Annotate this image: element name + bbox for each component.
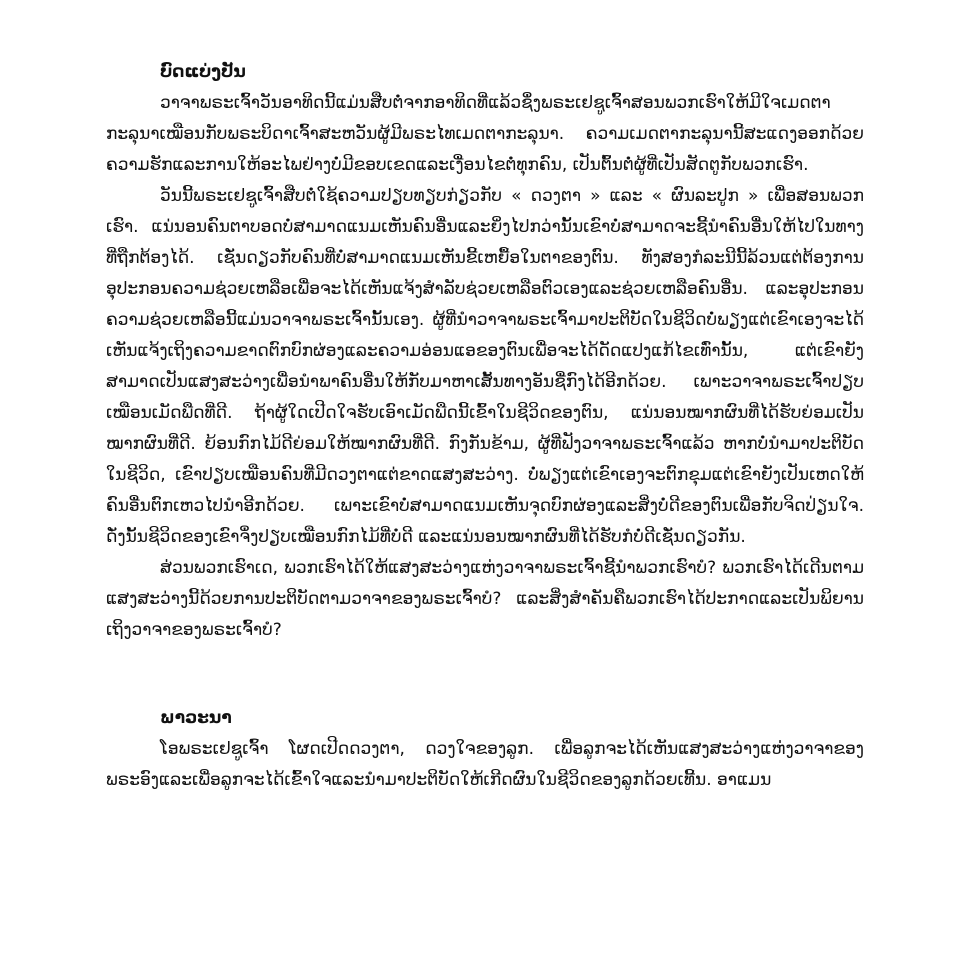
section-spacer (106, 646, 864, 704)
document-body (106, 58, 864, 796)
paragraph-reflection-3: ສ່ວນພວກເຮົາເດ, ພວກເຮົາໄດ້ໃຫ້ແສງສະວ່າງແຫ່ງວາຈາພຣະເຈົ້າຊີ້ນໍາພວກເຮົາບໍ? ພວກເຮົາໄດ້ເດີນຕາມແສງສະວ່າງນີ້ດ້ວຍການປະຕິບັດຕາມວາຈາຂອງພຣະເຈົ້າບໍ? ແລະສິ່ງສໍາຄັນຄືພວກເຮົາໄດ້ປະກາດແລະເປັນພິຍານເຖິງວາຈາຂອງພຣະເຈົ້າບໍ? (106, 558, 864, 640)
paragraph-prayer: ໂອພຣະເຢຊູເຈົ້າ ໂຜດເປີດດວງຕາ, ດວງໃຈຂອງລູກ. ເພື່ອລູກຈະໄດ້ເຫັນແສງສະວ່າງແຫ່ງວາຈາຂອງພຣະອົງແລະເພື່ອລູກຈະໄດ້ເຂົ້າໃຈແລະນໍາມາປະຕິບັດໃຫ້ເກີດຜົນໃນຊີວິດຂອງລູກດ້ວຍເທີ້ນ. ອາແມນ (106, 739, 864, 790)
paragraph-reflection-2: ວັນນີ້ພຣະເຢຊູເຈົ້າສືບຕໍ່ໃຊ້ຄວາມປຽບທຽບກ່ຽວກັບ « ດວງຕາ » ແລະ « ຜົນລະປູກ » ເພື່ອສອນພວກເຮົາ. ແນ່ນອນຄົນຕາບອດບໍ່ສາມາດແນມເຫັນຄົນອື່ນແລະຍິ່ງໄປກວ່ານັ້ນເຂົາບໍ່ສາມາດຈະຊີ້ນໍາຄົນອື່ນໃຫ້ໄປໃນທາງທີ່ຖືກຕ້ອງໄດ້. ເຊັ່ນດຽວກັບຄົນທີ່ບໍ່ສາມາດແນມເຫັນຂີ້ເຫຍື້ອໃນຕາຂອງຕົນ. ທັງສອງກໍລະນີນີ້ລ້ວນແຕ່ຕ້ອງການອຸປະກອນຄວາມຊ່ວຍເຫລືອເພື່ອຈະໄດ້ເຫັນແຈ້ງສໍາລັບຊ່ວຍເຫລືອຕົວເອງແລະຊ່ວຍເຫລືອຄົນອື່ນ. ແລະອຸປະກອນຄວາມຊ່ວຍເຫລືອນີ້ແມ່ນວາຈາພຣະເຈົ້ານັ້ນເອງ. ຜູ້ທີ່ນໍາວາຈາພຣະເຈົ້າມາປະຕິບັດໃນຊີວິດບໍ່ພຽງແຕ່ເຂົາເອງຈະໄດ້ເຫັນແຈ້ງເຖິງຄວາມຂາດຕົກບົກຜ່ອງແລະຄວາມອ່ອນແອຂອງຕົນເພື່ອຈະໄດ້ດັດແປງແກ້ໄຂເທົ່ານັ້ນ, ແຕ່ເຂົາຍັງສາມາດເປັນແສງສະວ່າງເພື່ອນໍາພາຄົນອື່ນໃຫ້ກັບມາຫາເສັ້ນທາງອັນຊື່ກົງໄດ້ອີກດ້ວຍ. ເພາະວາຈາພຣະເຈົ້າປຽບເໝືອນເມັດພືດທີ່ດີ. ຖ້າຜູ້ໃດເປີດໃຈຮັບເອົາເມັດພືດນີ້ເຂົ້າໃນຊີວິດຂອງຕົນ, ແນ່ນອນໝາກຜົນທີ່ໄດ້ຮັບຍ່ອມເປັນໝາກຜົນທີ່ດີ. ຍ້ອນກົກໄມ້ດີຍ່ອມໃຫ້ໝາກຜົນທີ່ດີ. ກົງກັນຂ້າມ, ຜູ້ທີ່ຟັງວາຈາພຣະເຈົ້າແລ້ວ ຫາກບໍ່ນໍາມາປະຕິບັດໃນຊີວິດ, ເຂົາປຽບເໝືອນຄົນທີ່ມີດວງຕາແຕ່ຂາດແສງສະວ່າງ. ບໍ່ພຽງແຕ່ເຂົາເອງຈະຕົກຂຸມແຕ່ເຂົາຍັງເປັນເຫດໃຫ້ຄົນອື່ນຕົກເຫວໄປນໍາອີກດ້ວຍ. ເພາະເຂົາບໍ່ສາມາດແນມເຫັນຈຸດບົກຜ່ອງແລະສິ່ງບໍ່ດີຂອງຕົນເພື່ອກັບຈິດປ່ຽນໃຈ. ດັ່ງນັ້ນຊີວິດຂອງເຂົາຈຶ່ງປຽບເໝືອນກົກໄມ້ທີ່ບໍ່ດີ ແລະແນ່ນອນໝາກຜົນທີ່ໄດ້ຮັບກໍບໍ່ດີເຊັ່ນດຽວກັນ. (106, 186, 864, 547)
section-heading-reflection: ບົດແບ່ງປັນ (160, 62, 246, 82)
paragraph-reflection-1: ວາຈາພຣະເຈົ້າວັນອາທິດນີ້ແມ່ນສືບຕໍ່ຈາກອາທິດທີ່ແລ້ວຊຶ່ງພຣະເຢຊູເຈົ້າສອນພວກເຮົາໃຫ້ມີໃຈເມດຕາກະລຸນາເໝືອນກັບພຣະບິດາເຈົ້າສະຫວັນຜູ້ມີພຣະໄທເມດຕາກະລຸນາ. ຄວາມເມດຕາກະລຸນານີ້ສະແດງອອກດ້ວຍຄວາມຮັກແລະການໃຫ້ອະໄພຢ່າງບໍ່ມີຂອບເຂດແລະເງື່ອນໄຂຕໍ່ທຸກຄົນ, ເປັນຕົ້ນຕໍ່ຜູ້ທີ່ເປັນສັດຕູກັບພວກເຮົາ. (106, 93, 864, 175)
section-heading-prayer: ພາວະນາ (160, 708, 232, 728)
